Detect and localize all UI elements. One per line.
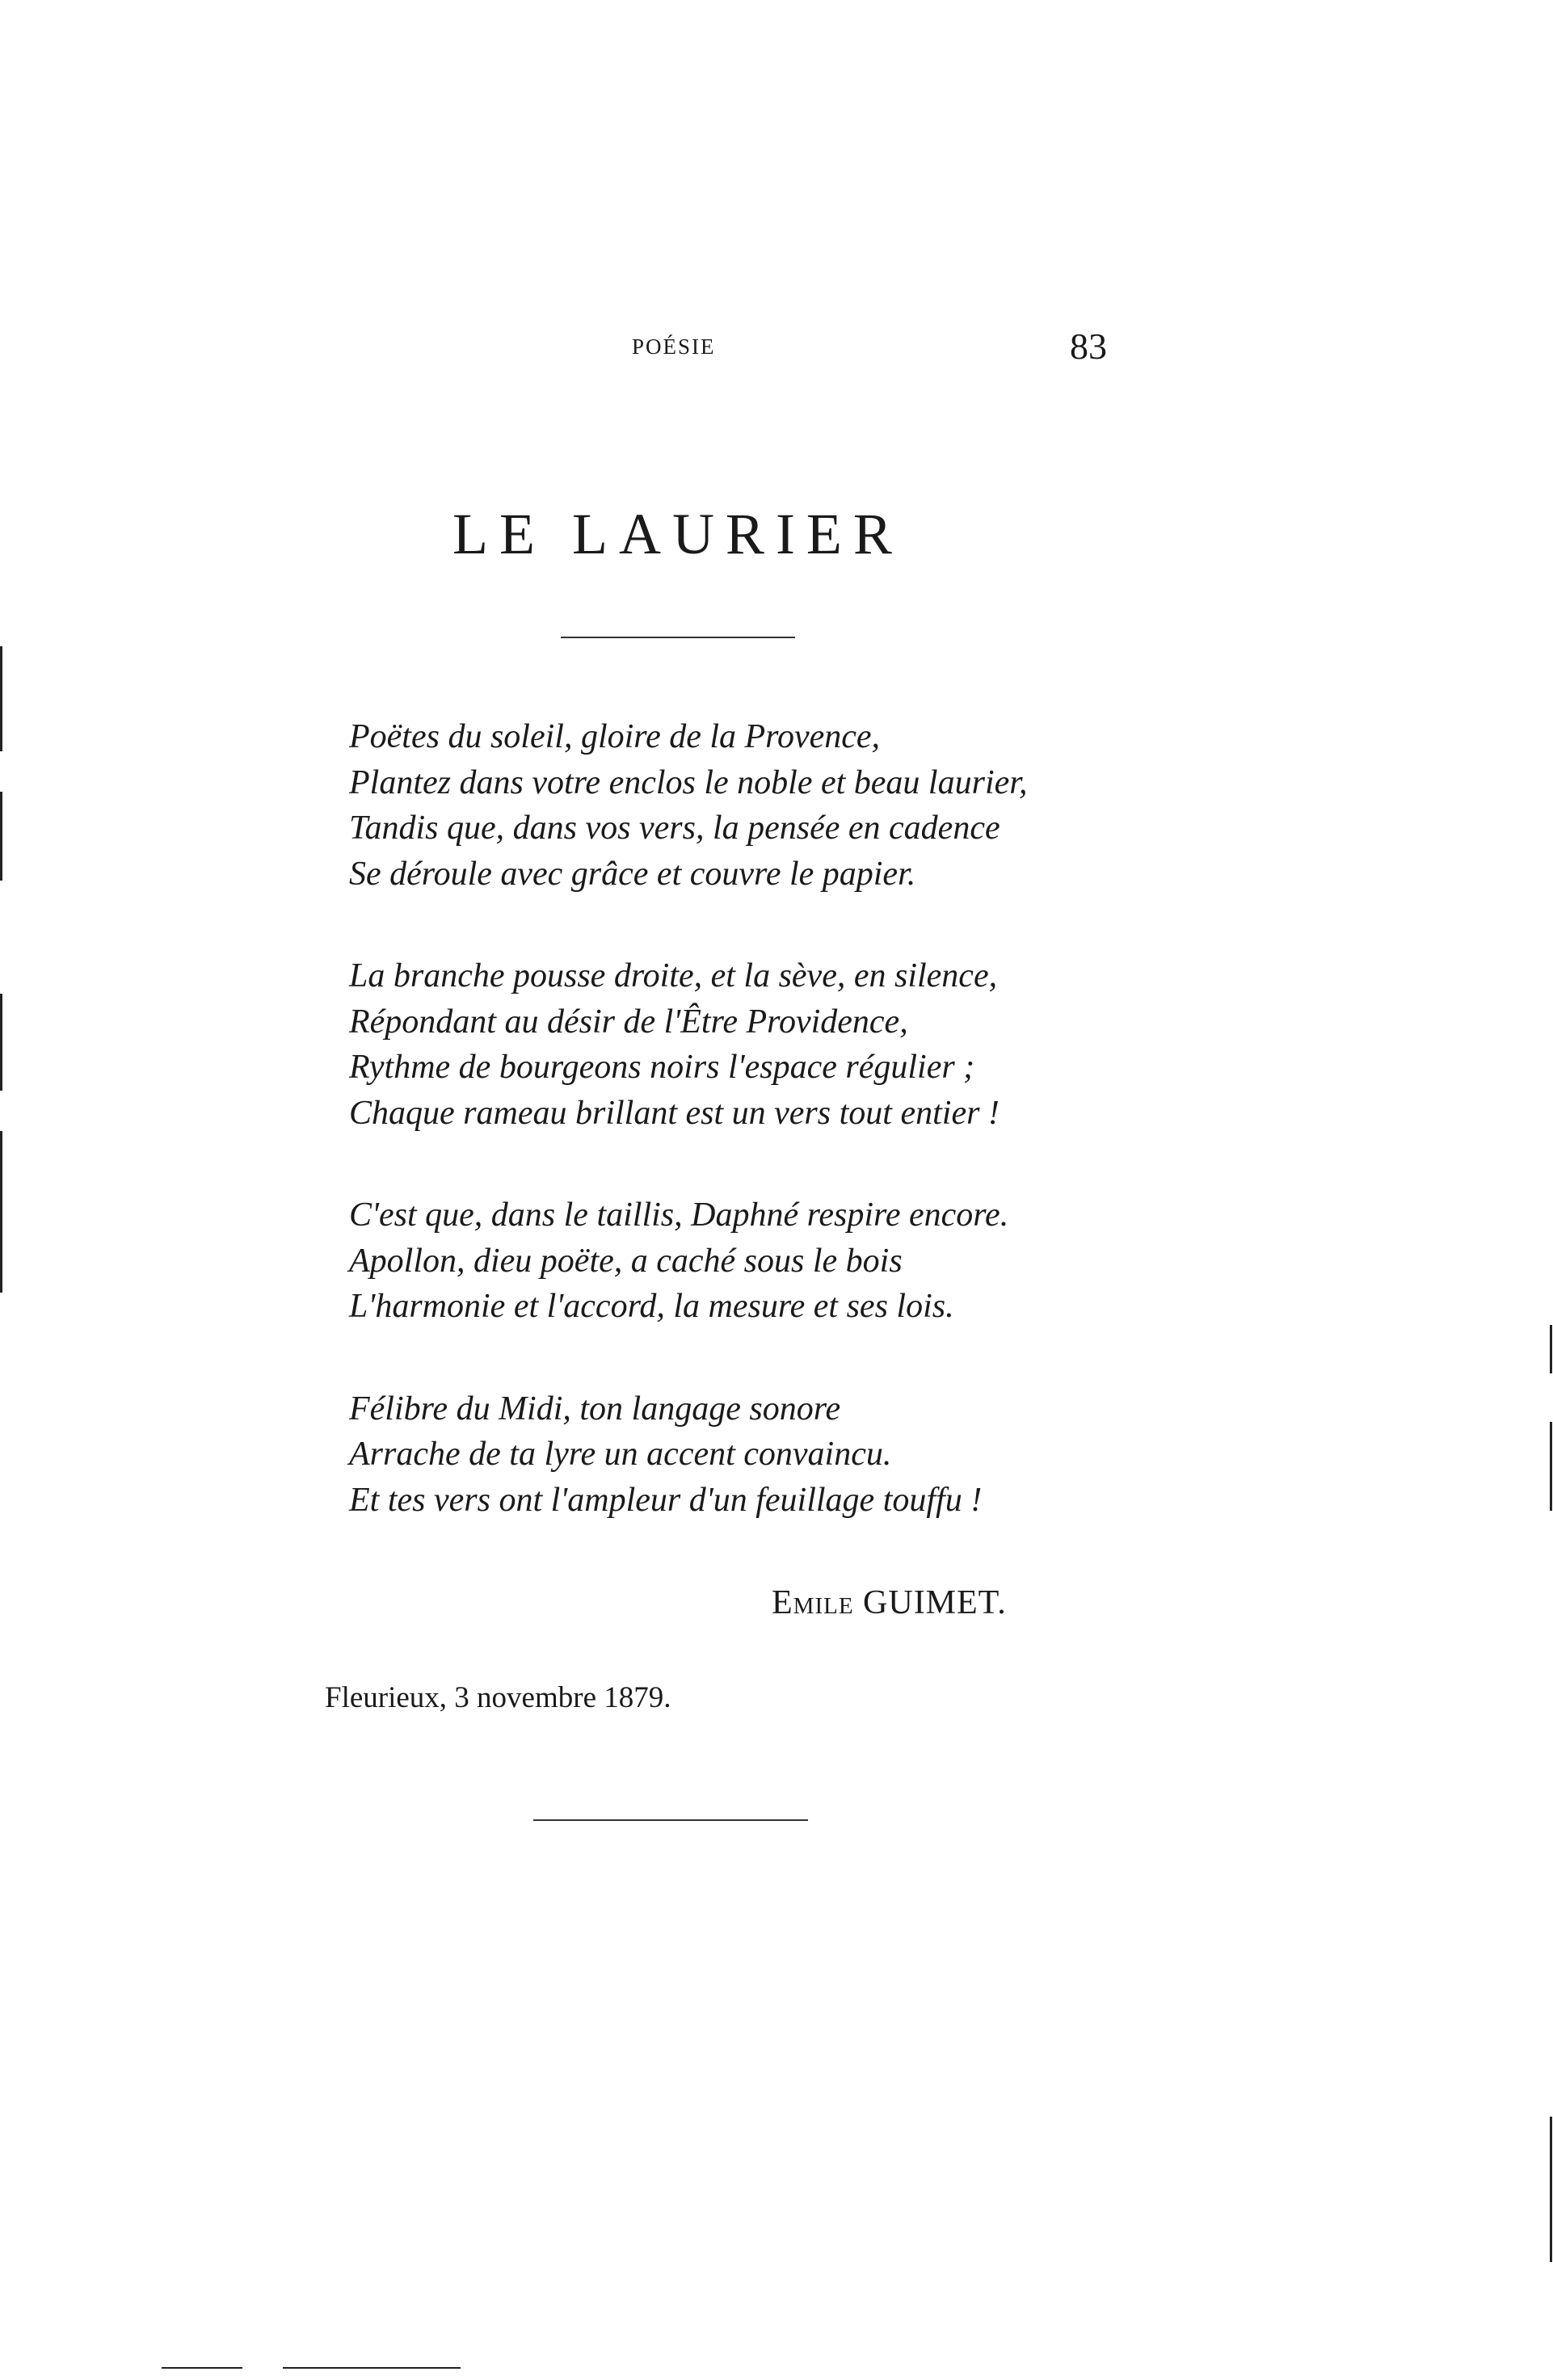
author-last-name: GUIMET. (863, 1584, 1007, 1621)
scan-edge-mark (1550, 1422, 1552, 1511)
author-signature (772, 1583, 1007, 1622)
stanza (349, 953, 1027, 1136)
scan-edge-mark (0, 792, 2, 881)
verse-line: Arrache de ta lyre un accent convaincu. (349, 1436, 892, 1473)
scan-edge-mark (1550, 2117, 1552, 2262)
poem-title: LE LAURIER (452, 502, 903, 566)
scan-edge-mark (0, 1131, 2, 1293)
stanza (349, 1386, 1027, 1524)
verse-line: Se déroule avec grâce et couvre le papier. (349, 855, 916, 893)
scan-edge-mark (0, 646, 2, 751)
scan-edge-mark (0, 994, 2, 1091)
verse-line: Et tes vers ont l'ampleur d'un feuillage touffu ! (349, 1481, 983, 1519)
page-number: 83 (1070, 326, 1107, 367)
verse-line: Plantez dans votre enclos le noble et beau laurier, (349, 763, 1028, 801)
end-divider (533, 1819, 808, 1821)
verse-line: Chaque rameau brillant est un vers tout entier ! (349, 1094, 1000, 1132)
verse-line: Apollon, dieu poëte, a caché sous le bois (349, 1242, 903, 1280)
title-divider (561, 637, 795, 638)
verse-line: La branche pousse droite, et la sève, en silence, (349, 957, 998, 994)
running-header: POÉSIE (632, 334, 716, 359)
scan-edge-mark (283, 2367, 461, 2369)
stanza (349, 714, 1027, 897)
place-date: Fleurieux, 3 novembre 1879. (325, 1681, 671, 1714)
stanza (349, 1192, 1027, 1330)
verse-line: Tandis que, dans vos vers, la pensée en cadence (349, 809, 1000, 847)
verse-line: Félibre du Midi, ton langage sonore (349, 1390, 841, 1428)
verse-line: C'est que, dans le taillis, Daphné respire encore. (349, 1196, 1009, 1234)
verse-line: Rythme de bourgeons noirs l'espace régulier ; (349, 1049, 975, 1086)
scan-edge-mark (162, 2367, 242, 2369)
author-first-name: Emile (772, 1584, 854, 1621)
poem-body (349, 714, 1027, 1523)
verse-line: Poëtes du soleil, gloire de la Provence, (349, 718, 881, 755)
scan-edge-mark (1550, 1325, 1552, 1373)
verse-line: Répondant au désir de l'Être Providence, (349, 1003, 908, 1041)
verse-line: L'harmonie et l'accord, la mesure et ses lois. (349, 1288, 954, 1325)
